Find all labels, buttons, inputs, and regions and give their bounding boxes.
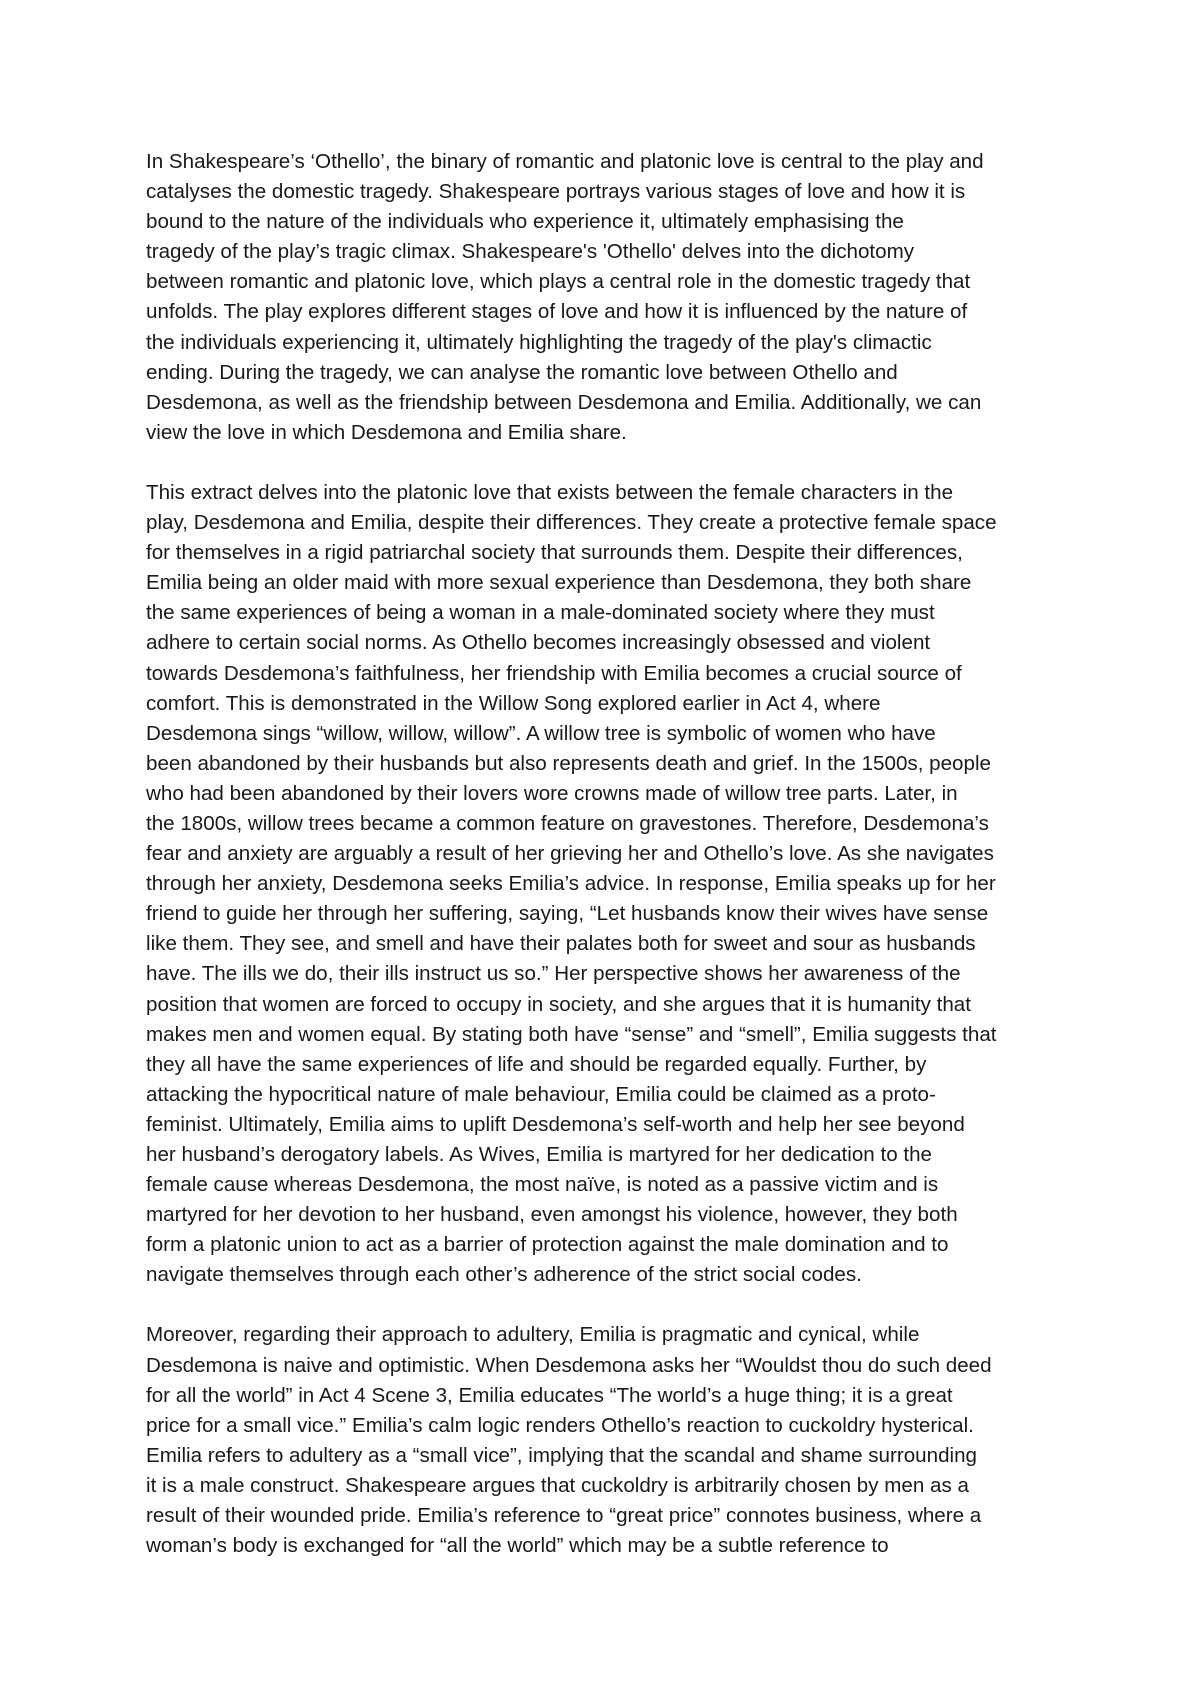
text-line: catalyses the domestic tragedy. Shakespeare portrays various stages of love and how it is (146, 180, 966, 204)
text-line: Emilia being an older maid with more sexual experience than Desdemona, they both share (146, 571, 972, 595)
text-line: price for a small vice.” Emilia’s calm logic renders Othello’s reaction to cuckoldry hysterical. (146, 1413, 974, 1437)
text-line: the 1800s, willow trees became a common feature on gravestones. Therefore, Desdemona’s (146, 811, 989, 835)
text-line: towards Desdemona’s faithfulness, her friendship with Emilia becomes a crucial source of (146, 661, 962, 685)
text-line: through her anxiety, Desdemona seeks Emilia’s advice. In response, Emilia speaks up for her (146, 872, 996, 896)
text-line: tragedy of the play’s tragic climax. Shakespeare's 'Othello' delves into the dichotomy (146, 240, 915, 264)
text-line: feminist. Ultimately, Emilia aims to uplift Desdemona’s self-worth and help her see beyond (146, 1112, 965, 1136)
text-line: fear and anxiety are arguably a result of her grieving her and Othello’s love. As she navigates (146, 842, 994, 866)
text-line: between romantic and platonic love, which plays a central role in the domestic tragedy that (146, 270, 971, 294)
text-line: for all the world” in Act 4 Scene 3, Emilia educates “The world’s a huge thing; it is a great (146, 1383, 953, 1407)
text-line: martyred for her devotion to her husband, even amongst his violence, however, they both (146, 1203, 958, 1227)
text-line: view the love in which Desdemona and Emilia share. (146, 420, 627, 444)
text-line: for themselves in a rigid patriarchal society that surrounds them. Despite their differences, (146, 541, 963, 565)
text-line: Emilia refers to adultery as a “small vice”, implying that the scandal and shame surrounding (146, 1443, 978, 1467)
text-line: result of their wounded pride. Emilia’s reference to “great price” connotes business, where a (146, 1504, 982, 1528)
text-line: have. The ills we do, their ills instruct us so.” Her perspective shows her awareness of the (146, 962, 961, 986)
text-line: Desdemona is naive and optimistic. When Desdemona asks her “Wouldst thou do such deed (146, 1353, 992, 1377)
text-line: friend to guide her through her suffering, saying, “Let husbands know their wives have sense (146, 902, 989, 926)
text-line: her husband’s derogatory labels. As Wives, Emilia is martyred for her dedication to the (146, 1143, 933, 1166)
text-line: Desdemona sings “willow, willow, willow”. A willow tree is symbolic of women who have (146, 721, 936, 745)
text-line: unfolds. The play explores different stages of love and how it is influenced by the nature of (146, 300, 968, 324)
text-line: who had been abandoned by their lovers wore crowns made of willow tree parts. Later, in (146, 781, 958, 805)
text-line: adhere to certain social norms. As Othello becomes increasingly obsessed and violent (146, 631, 931, 655)
text-line: In Shakespeare’s ‘Othello’, the binary of romantic and platonic love is central to the play and (146, 150, 984, 173)
document-body (146, 147, 1068, 1591)
text-line: Desdemona, as well as the friendship between Desdemona and Emilia. Additionally, we can (146, 390, 982, 414)
text-line: attacking the hypocritical nature of male behaviour, Emilia could be claimed as a proto- (146, 1082, 936, 1106)
text-line: form a platonic union to act as a barrier of protection against the male domination and to (146, 1233, 949, 1257)
text-line: the individuals experiencing it, ultimately highlighting the tragedy of the play's climactic (146, 330, 932, 354)
text-line: position that women are forced to occupy in society, and she argues that it is humanity that (146, 992, 971, 1016)
text-line: bound to the nature of the individuals who experience it, ultimately emphasising the (146, 210, 904, 234)
text-line: ending. During the tragedy, we can analyse the romantic love between Othello and (146, 360, 898, 384)
text-line: navigate themselves through each other’s adherence of the strict social codes. (146, 1263, 862, 1287)
paragraph-1 (146, 147, 1068, 448)
text-line: comfort. This is demonstrated in the Willow Song explored earlier in Act 4, where (146, 691, 881, 715)
text-line: This extract delves into the platonic love that exists between the female characters in the (146, 480, 954, 504)
text-line: been abandoned by their husbands but also represents death and grief. In the 1500s, people (146, 751, 991, 775)
text-line: woman’s body is exchanged for “all the world” which may be a subtle reference to (146, 1534, 889, 1558)
text-line: makes men and women equal. By stating both have “sense” and “smell”, Emilia suggests that (146, 1022, 997, 1046)
paragraph-3 (146, 1320, 1068, 1561)
paragraph-2 (146, 478, 1068, 1291)
text-line: it is a male construct. Shakespeare argues that cuckoldry is arbitrarily chosen by men as a (146, 1473, 969, 1497)
text-line: play, Desdemona and Emilia, despite their differences. They create a protective female space (146, 511, 997, 535)
text-line: they all have the same experiences of life and should be regarded equally. Further, by (146, 1052, 927, 1076)
text-line: the same experiences of being a woman in a male-dominated society where they must (146, 601, 935, 625)
text-line: like them. They see, and smell and have their palates both for sweet and sour as husbands (146, 932, 976, 956)
text-line: female cause whereas Desdemona, the most naïve, is noted as a passive victim and is (146, 1173, 939, 1197)
text-line: Moreover, regarding their approach to adultery, Emilia is pragmatic and cynical, while (146, 1323, 920, 1347)
